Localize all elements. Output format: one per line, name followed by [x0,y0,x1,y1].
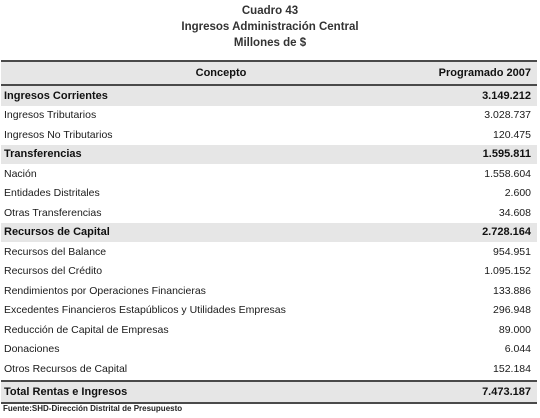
table-row [1,359,537,379]
row-label: Otros Recursos de Capital [4,362,128,375]
row-value: 6.044 [504,343,531,356]
row-value: 34.608 [498,206,531,219]
row-label: Rendimientos por Operaciones Financieras [4,284,206,297]
row-value: 296.948 [493,304,531,317]
table-row [1,281,537,301]
table-row [1,242,537,262]
source-note: Fuente:SHD-Dirección Distrital de Presupuesto [3,404,183,413]
total-row [1,380,537,404]
row-label: Ingresos Tributarios [4,109,97,122]
table-units: Millones de $ [233,37,307,49]
table-row [1,203,537,223]
row-label: Recursos de Capital [4,226,110,239]
table-row [1,106,537,126]
row-value: 1.595.811 [482,148,531,161]
table-title: Ingresos Administración Central [181,21,359,33]
table-number: Cuadro 43 [241,5,299,17]
table-header-row [1,60,537,86]
row-value: 3.149.212 [482,89,531,102]
column-header-concepto: Concepto [195,67,247,79]
section-row [1,223,537,243]
row-label: Nación [4,167,37,180]
table-row [1,125,537,145]
total-value: 7.473.187 [482,385,531,398]
row-value: 89.000 [498,323,531,336]
row-value: 954.951 [493,245,531,258]
section-row [1,86,537,106]
table-body [1,86,537,379]
table-row [1,164,537,184]
row-value: 3.028.737 [484,109,531,122]
table-row [1,320,537,340]
row-value: 2.600 [504,187,531,200]
row-label: Ingresos Corrientes [4,89,108,102]
column-header-programado: Programado 2007 [438,67,531,79]
row-value: 2.728.164 [482,226,531,239]
row-label: Recursos del Crédito [4,265,103,278]
table-row [1,262,537,282]
row-value: 133.886 [493,284,531,297]
row-label: Otras Transferencias [4,206,102,219]
row-value: 152.184 [493,362,531,375]
row-label: Entidades Distritales [4,187,100,200]
table-row [1,301,537,321]
row-label: Transferencias [4,148,82,161]
row-value: 1.095.152 [484,265,531,278]
row-label: Donaciones [4,343,60,356]
row-label: Excedentes Financieros Estapúblicos y Utilidades Empresas [4,304,286,317]
table-caption [0,3,540,51]
section-row [1,145,537,165]
row-value: 120.475 [493,128,531,141]
total-label: Total Rentas e Ingresos [4,385,128,398]
income-table [1,60,537,404]
row-label: Reducción de Capital de Empresas [4,323,169,336]
row-label: Ingresos No Tributarios [4,128,113,141]
row-value: 1.558.604 [484,167,531,180]
row-label: Recursos del Balance [4,245,107,258]
table-row [1,340,537,360]
table-row [1,184,537,204]
